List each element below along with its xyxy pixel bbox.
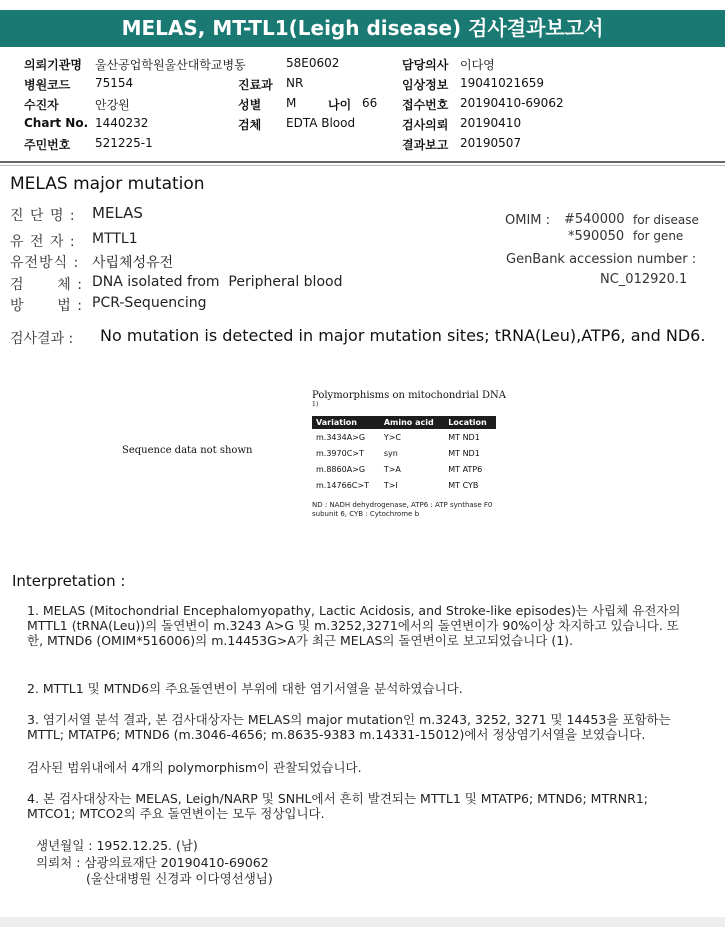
sequence-note: Sequence data not shown xyxy=(122,445,253,456)
column-header: Amino acid xyxy=(380,416,444,429)
variation-cell: m.14766C>T xyxy=(316,481,369,491)
location-cell: MT ND1 xyxy=(448,449,480,459)
report-date-value: 20190507 xyxy=(460,136,522,150)
gene-label: 유 전 자 : xyxy=(10,234,76,250)
sex-value: M xyxy=(286,96,297,110)
interpretation-title: Interpretation : xyxy=(12,572,126,590)
polymorphism-header-row xyxy=(312,416,496,429)
location-cell: MT ND1 xyxy=(448,433,480,443)
method-value: PCR-Sequencing xyxy=(92,295,207,311)
dept-value: NR xyxy=(286,76,304,90)
divider-thin xyxy=(0,165,725,166)
receipt-value: 20190410-69062 xyxy=(460,96,564,110)
request-value: 20190410 xyxy=(460,116,522,130)
variation-cell: m.3970C>T xyxy=(316,449,364,459)
interpretation-paragraph-1: 1. MELAS (Mitochondrial Encephalomyopathy, Lactic Acidosis, and Stroke-like episodes)는 사립체 유전자의 MTTL1 (tRNA(Leu))의 돌연변이 m.3243 A>G 및 m.3252,3271에서의 돌연변이가 90%이상 차지하고 있습니다. 또한, MTND6 (OMIM*516006)의 m.14453G>A가 최근 MELAS의 돌연변이로 보고되었습니다 (1). xyxy=(27,603,681,648)
column-header: Variation xyxy=(312,416,380,429)
polymorphism-footnote: ND : NADH dehydrogenase, ATP6 : ATP synthase F0 subunit 6, CYB : Cytochrome b xyxy=(312,501,493,519)
rrn-label: 주민번호 xyxy=(24,138,71,152)
doctor-value: 이다영 xyxy=(460,58,495,72)
requester-line: 의뢰처 : 삼광의료재단 20190410-69062 xyxy=(36,855,269,870)
interpretation-paragraph-2: 2. MTTL1 및 MTND6의 주요돌연변이 부위에 대한 염기서열을 분석하였습니다. xyxy=(27,681,463,696)
genbank-label: GenBank accession number : xyxy=(506,252,697,267)
hospital-code-value: 75154 xyxy=(95,76,134,90)
location-cell: MT CYB xyxy=(448,481,479,491)
inheritance-value: 사립체성유전 xyxy=(92,255,174,271)
method-label: 방 법 : xyxy=(10,298,83,314)
polymorphism-title-ref: 1) xyxy=(312,401,319,408)
table-row xyxy=(312,477,496,493)
diagnosis-value: MELAS xyxy=(92,204,143,222)
sex-label: 성별 xyxy=(238,98,262,112)
omim-disease: #540000 xyxy=(564,212,625,227)
diagnosis-label: 진 단 명 : xyxy=(10,208,76,224)
polymorphism-title xyxy=(312,390,512,413)
omim-label: OMIM : xyxy=(505,213,551,228)
chart-label: Chart No. xyxy=(24,116,89,130)
amino-acid-cell: syn xyxy=(383,449,398,459)
variation-cell: m.3434A>G xyxy=(316,433,366,443)
specimen-label: 검체 xyxy=(238,118,262,132)
amino-acid-cell: T>A xyxy=(383,465,401,475)
hospital-code-label: 병원코드 xyxy=(24,78,71,92)
interpretation-paragraph-3: 3. 염기서열 분석 결과, 본 검사대상자는 MELAS의 major mutation인 m.3243, 3252, 3271 및 14453을 포함하는 MTTL; MTATP6; MTND6 (m.3046-4656; m.8635-9383 m.14331-15012)에서 정상염기서열을 보였습니다. xyxy=(27,712,671,742)
variation-cell: m.8860A>G xyxy=(316,465,366,475)
amino-acid-cell: Y>C xyxy=(383,433,402,443)
omim-gene: *590050 xyxy=(568,229,625,244)
specimen-value: EDTA Blood xyxy=(286,116,356,130)
examinee-label: 수진자 xyxy=(24,98,59,112)
patient-info-block xyxy=(0,52,725,160)
rrn-value: 521225-1 xyxy=(95,136,153,150)
institution-value: 울산공업학원울산대학교병동 xyxy=(95,58,246,72)
birth-date-line: 생년월일 : 1952.12.25. (남) xyxy=(36,838,198,853)
omim-disease-note: for disease xyxy=(633,213,699,227)
request-label: 검사의뢰 xyxy=(402,118,449,132)
age-label: 나이 xyxy=(328,98,352,112)
result-label: 검사결과 : xyxy=(10,331,74,347)
examinee-value: 안강원 xyxy=(95,98,130,112)
report-section-title: MELAS major mutation xyxy=(10,174,205,194)
table-row xyxy=(312,445,496,461)
doctor-label: 담당의사 xyxy=(402,58,449,72)
report-date-label: 결과보고 xyxy=(402,138,449,152)
polymorphism-title-text: Polymorphisms on mitochondrial DNA xyxy=(312,390,507,401)
clinical-value: 19041021659 xyxy=(460,76,544,90)
interpretation-paragraph-4: 4. 본 검사대상자는 MELAS, Leigh/NARP 및 SNHL에서 흔히 발견되는 MTTL1 및 MTATP6; MTND6; MTRNR1; MTCO1; MTCO2의 주요 돌연변이는 모두 정상입니다. xyxy=(27,791,648,821)
polymorphism-table xyxy=(312,416,496,493)
specimen-type-label: 검 체 : xyxy=(10,277,83,293)
report-title: MELAS, MT-TL1(Leigh disease) 검사결과보고서 xyxy=(121,16,604,40)
institution-label: 의뢰기관명 xyxy=(24,58,82,72)
institution-code: 58E0602 xyxy=(286,56,340,70)
gene-value: MTTL1 xyxy=(92,231,138,247)
clinical-label: 임상정보 xyxy=(402,78,449,92)
amino-acid-cell: T>I xyxy=(383,481,398,491)
requester-detail-line: (울산대병원 신경과 이다영선생님) xyxy=(86,871,273,886)
result-value: No mutation is detected in major mutation sites; tRNA(Leu),ATP6, and ND6. xyxy=(100,326,706,345)
inheritance-label: 유전방식 : xyxy=(10,255,80,271)
divider xyxy=(0,161,725,163)
chart-value: 1440232 xyxy=(95,116,149,130)
footer-bar xyxy=(0,917,725,927)
column-header: Location xyxy=(444,416,496,429)
omim-gene-note: for gene xyxy=(633,229,684,243)
report-header xyxy=(0,10,725,47)
age-value: 66 xyxy=(362,96,378,110)
genbank-value: NC_012920.1 xyxy=(600,272,688,287)
receipt-label: 접수번호 xyxy=(402,98,449,112)
table-row xyxy=(312,461,496,477)
dept-label: 진료과 xyxy=(238,78,273,92)
polymorphism-figure xyxy=(312,390,512,519)
specimen-type-value: DNA isolated from Peripheral blood xyxy=(92,274,343,290)
interpretation-paragraph-3b: 검사된 범위내에서 4개의 polymorphism이 관찰되었습니다. xyxy=(27,760,362,775)
table-row xyxy=(312,429,496,445)
location-cell: MT ATP6 xyxy=(448,465,483,475)
